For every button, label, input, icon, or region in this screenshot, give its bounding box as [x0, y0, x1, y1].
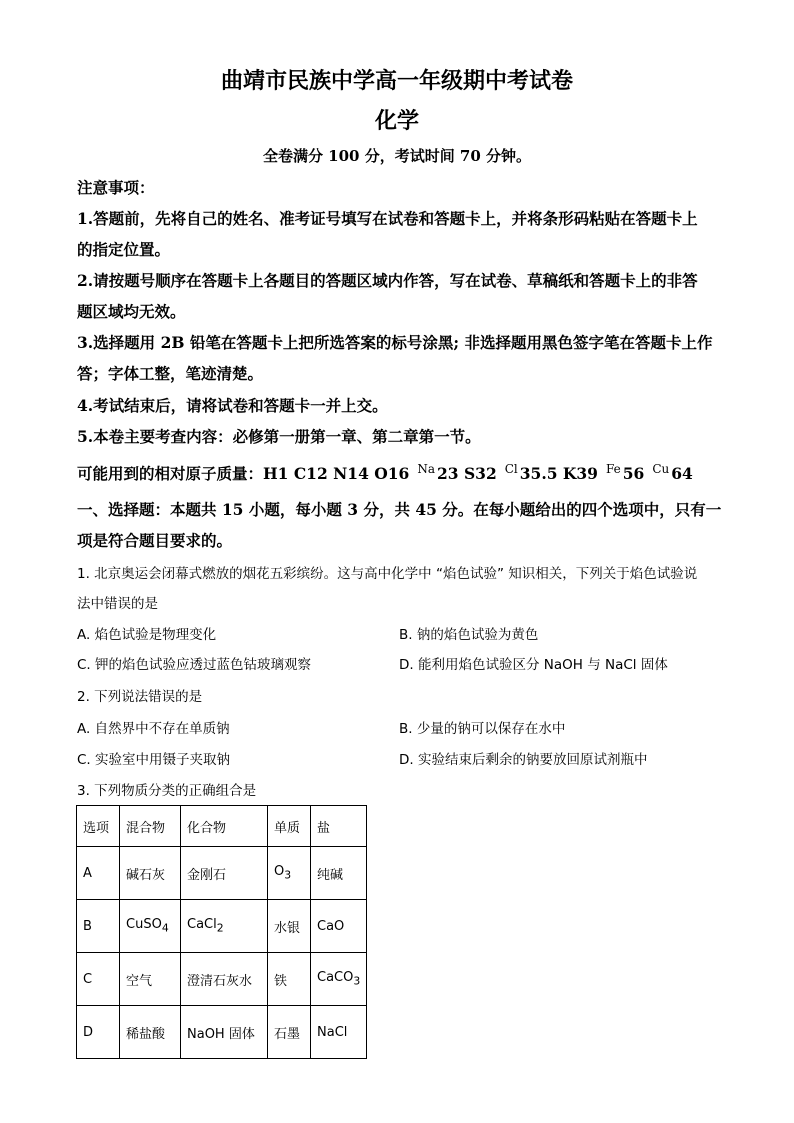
question-2-option-d: D. 实验结束后剩余的钠要放回原试剂瓶中	[399, 752, 648, 768]
table-row	[77, 847, 367, 900]
section-heading-cont: 项是符合题目要求的。	[77, 531, 233, 550]
table-cell: 金刚石	[181, 847, 268, 900]
table-row	[77, 900, 367, 953]
table-cell: CaCO$_3$	[311, 953, 367, 1006]
table-header-cell: 盐	[311, 806, 367, 847]
exam-title: 曲靖市民族中学高一年级期中考试卷	[220, 68, 573, 94]
table-header-row	[77, 806, 367, 847]
question-3-stem: 3. 下列物质分类的正确组合是	[77, 783, 257, 799]
question-2-option-b: B. 少量的钠可以保存在水中	[399, 721, 566, 737]
note-line: 3.选择题用 2B 铅笔在答题卡上把所选答案的标号涂黑; 非选择题用黑色签字笔在答题卡上作	[77, 333, 713, 352]
table-cell: C	[77, 953, 120, 1006]
table-cell: 澄清石灰水	[181, 953, 268, 1006]
table-cell: 空气	[120, 953, 181, 1006]
table-cell: 稀盐酸	[120, 1006, 181, 1059]
note-line: 答；字体工整，笔迹清楚。	[77, 364, 264, 383]
note-line: 4.考试结束后，请将试卷和答题卡一并上交。	[77, 396, 388, 415]
note-line: 2.请按题号顺序在答题卡上各题目的答题区域内作答，写在试卷、草稿纸和答题卡上的非答	[77, 271, 698, 290]
table-cell: A	[77, 847, 120, 900]
table-cell: $O_3$	[268, 847, 311, 900]
question-1-stem-cont: 法中错误的是	[77, 596, 158, 612]
table-row	[77, 953, 367, 1006]
note-line: 5.本卷主要考查内容：必修第一册第一章、第二章第一节。	[77, 427, 481, 446]
table-cell: CaO	[311, 900, 367, 953]
table-cell: CuSO$_4$	[120, 900, 181, 953]
table-header-cell: 选项	[77, 806, 120, 847]
question-1-option-a: A. 焰色试验是物理变化	[77, 627, 217, 643]
note-line: 的指定位置。	[77, 240, 171, 259]
table-row	[77, 1006, 367, 1059]
table-cell: 碱石灰	[120, 847, 181, 900]
question-1-option-b: B. 钠的焰色试验为黄色	[399, 627, 539, 643]
table-header-cell: 化合物	[181, 806, 268, 847]
table-cell: CaCl$_2$	[181, 900, 268, 953]
table-cell: D	[77, 1006, 120, 1059]
question-1-stem: 1. 北京奥运会闭幕式燃放的烟花五彩缤纷。这与高中化学中 “焰色试验” 知识相关，下列关于焰色试验说	[77, 566, 698, 582]
table-cell: 铁	[268, 953, 311, 1006]
table-cell: 纯碱	[311, 847, 367, 900]
table-header-cell: 单质	[268, 806, 311, 847]
table-cell: NaCl	[311, 1006, 367, 1059]
atomic-masses: 可能用到的相对原子质量：H1 C12 N14 O16 $^{Na}$ 23 S32 $^{Cl}$ 35.5 K39 $^{Fe}$ 56 $^{Cu}$ 64	[77, 462, 693, 483]
exam-info: 全卷满分 100 分，考试时间 70 分钟。	[262, 147, 532, 165]
question-2-option-a: A. 自然界中不存在单质钠	[77, 721, 230, 737]
question-2-stem: 2. 下列说法错误的是	[77, 689, 203, 705]
table-header-cell: 混合物	[120, 806, 181, 847]
question-1-option-d: D. 能利用焰色试验区分 NaOH 与 NaCl 固体	[399, 657, 668, 673]
question-1-option-c: C. 钾的焰色试验应透过蓝色钴玻璃观察	[77, 657, 312, 673]
note-line: 1.答题前，先将自己的姓名、准考证号填写在试卷和答题卡上，并将条形码粘贴在答题卡上	[77, 209, 698, 228]
classification-table	[76, 805, 367, 1059]
table-cell: NaOH 固体	[181, 1006, 268, 1059]
table-cell: B	[77, 900, 120, 953]
section-heading: 一、选择题：本题共 15 小题，每小题 3 分，共 45 分。在每小题给出的四个选项中，只有一	[77, 500, 722, 519]
note-line: 题区域均无效。	[77, 302, 186, 321]
table-cell: 水银	[268, 900, 311, 953]
notes-heading: 注意事项：	[77, 178, 155, 197]
subject-title: 化学	[374, 108, 419, 134]
question-2-option-c: C. 实验室中用镊子夹取钠	[77, 752, 231, 768]
table-cell: 石墨	[268, 1006, 311, 1059]
